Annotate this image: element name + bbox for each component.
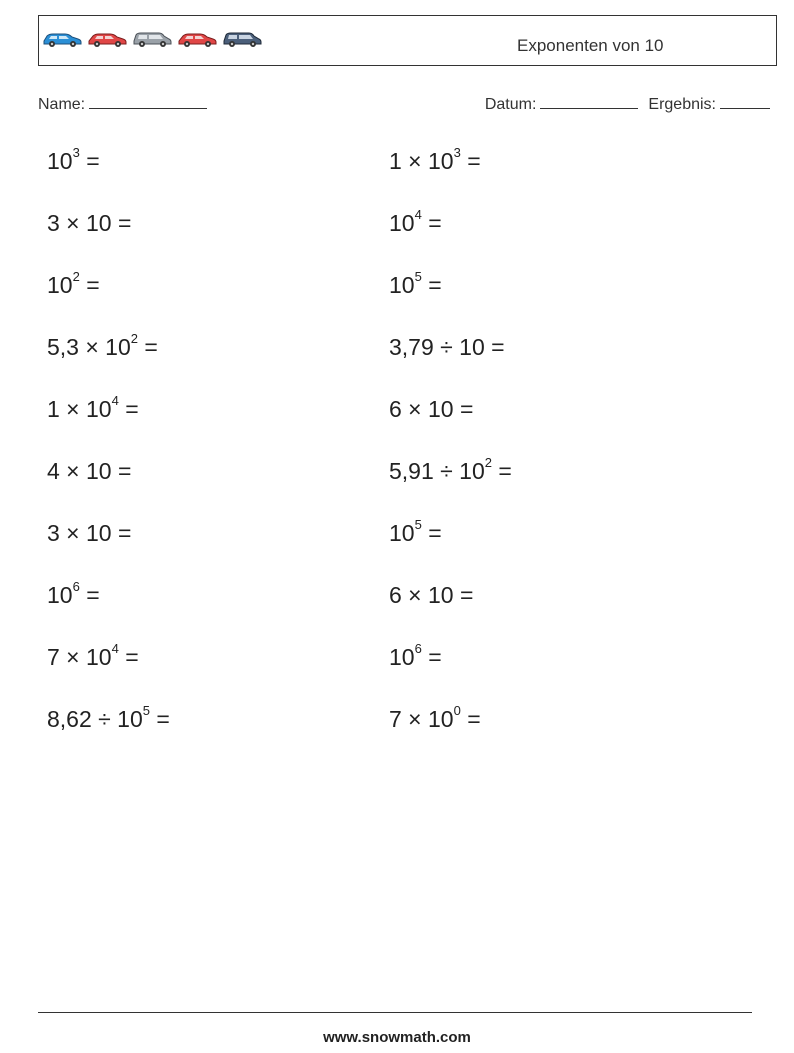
problem-base: 10	[47, 148, 73, 174]
problem-equals: =	[111, 210, 132, 236]
problem-base: 7 × 10	[389, 706, 454, 732]
problem-base: 4 × 10	[47, 458, 112, 484]
problem-item	[389, 334, 505, 361]
problem-exponent: 3	[453, 145, 461, 160]
problem-base: 7 × 10	[47, 644, 112, 670]
problem-exponent: 0	[453, 703, 461, 718]
problem-exponent: 3	[72, 145, 80, 160]
car-icon	[221, 30, 263, 48]
datum-label: Datum:	[484, 96, 537, 113]
problem-base: 10	[389, 272, 415, 298]
datum-field[interactable]	[540, 94, 638, 109]
problem-exponent: 5	[414, 269, 422, 284]
name-label: Name:	[38, 96, 86, 113]
footer-url: www.snowmath.com	[323, 1029, 471, 1046]
problem-base: 3 × 10	[47, 520, 112, 546]
problem-base: 6 × 10	[389, 396, 454, 422]
problem-item	[389, 145, 481, 175]
worksheet-title: Exponenten von 10	[517, 36, 664, 55]
problem-base: 6 × 10	[389, 582, 454, 608]
problem-item	[389, 455, 512, 485]
problem-base: 10	[389, 520, 415, 546]
problem-exponent: 4	[111, 393, 119, 408]
problem-item	[389, 396, 473, 423]
problem-exponent: 2	[130, 331, 139, 346]
problem-item	[47, 331, 158, 361]
car-icon	[86, 30, 128, 48]
car-icon	[176, 30, 218, 48]
problem-base: 5,3 × 10	[47, 334, 131, 360]
problem-equals: =	[421, 272, 442, 298]
problem-exponent: 2	[72, 269, 80, 284]
problem-item	[47, 210, 131, 237]
problem-equals: =	[79, 582, 100, 608]
problem-base: 10	[389, 644, 415, 670]
car-icons	[41, 30, 263, 48]
problem-equals: =	[460, 148, 481, 174]
date-result-block	[485, 94, 770, 114]
problem-equals: =	[460, 706, 481, 732]
problem-exponent: 4	[111, 641, 119, 656]
problem-equals: =	[138, 334, 158, 360]
problem-equals: =	[150, 706, 170, 732]
problem-equals: =	[453, 582, 474, 608]
problem-item	[47, 703, 170, 733]
problem-item	[389, 207, 442, 237]
problem-equals: =	[79, 272, 100, 298]
problem-equals: =	[421, 210, 442, 236]
problem-equals: =	[421, 520, 442, 546]
problem-equals: =	[453, 396, 474, 422]
problem-equals: =	[111, 458, 132, 484]
problem-item	[389, 517, 442, 547]
problem-item	[47, 458, 131, 485]
problem-equals: =	[492, 458, 512, 484]
name-field[interactable]	[89, 94, 207, 109]
problem-item	[389, 641, 442, 671]
header-box	[38, 15, 777, 66]
problem-base: 10	[47, 582, 73, 608]
problem-base: 10	[47, 272, 73, 298]
problem-equals: =	[421, 644, 442, 670]
problem-item	[47, 641, 139, 671]
problem-base: 10	[389, 210, 415, 236]
problem-equals: =	[118, 644, 139, 670]
problem-equals: =	[111, 520, 132, 546]
footer-divider	[38, 1012, 752, 1013]
problem-item	[389, 582, 473, 609]
problem-base: 1 × 10	[47, 396, 112, 422]
problem-exponent: 5	[414, 517, 422, 532]
problem-item	[389, 703, 481, 733]
car-icon	[131, 30, 173, 48]
problem-item	[47, 269, 100, 299]
problem-exponent: 6	[72, 579, 80, 594]
problem-equals: =	[118, 396, 139, 422]
problem-item	[47, 393, 139, 423]
problem-exponent: 5	[142, 703, 150, 718]
problem-item	[47, 520, 131, 547]
problem-base: 8,62 ÷ 10	[47, 706, 143, 732]
problem-equals: =	[484, 334, 505, 360]
problem-exponent: 6	[414, 641, 422, 656]
name-block	[38, 94, 207, 114]
info-row	[38, 94, 770, 114]
problem-item	[47, 579, 100, 609]
problem-exponent: 4	[414, 207, 422, 222]
problem-base: 5,91 ÷ 10	[389, 458, 485, 484]
problem-base: 1 × 10	[389, 148, 454, 174]
problem-base: 3,79 ÷ 10	[389, 334, 485, 360]
problem-equals: =	[79, 148, 100, 174]
problem-exponent: 2	[484, 455, 492, 470]
problem-base: 3 × 10	[47, 210, 112, 236]
problem-item	[47, 145, 100, 175]
problem-item	[389, 269, 442, 299]
ergebnis-label: Ergebnis:	[648, 96, 716, 113]
ergebnis-field[interactable]	[720, 94, 770, 109]
car-icon	[41, 30, 83, 48]
